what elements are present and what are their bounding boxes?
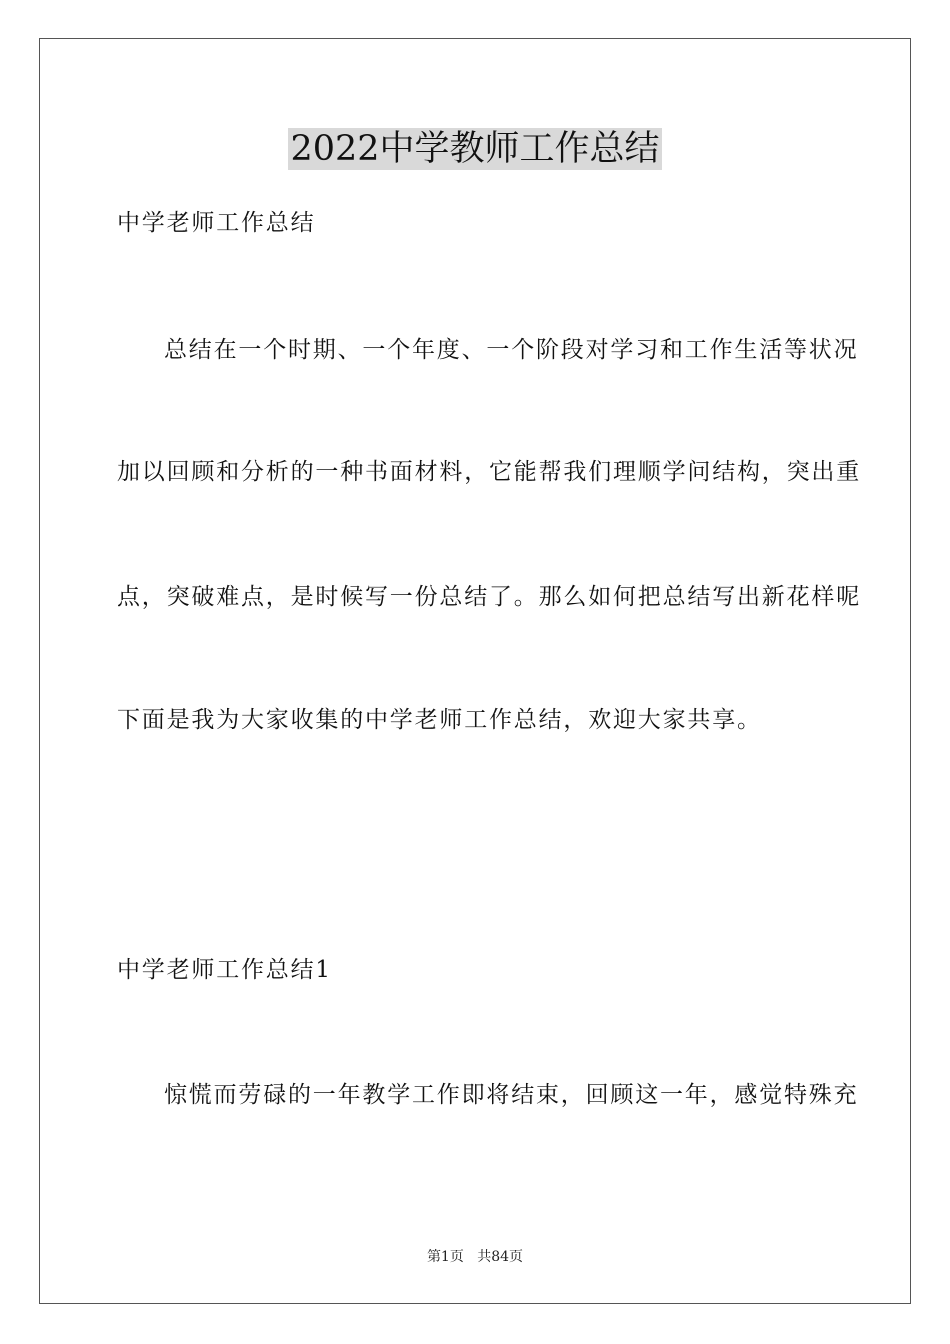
paragraph-line: 惊慌而劳碌的一年教学工作即将结束，回顾这一年，感觉特殊充 (164, 1082, 859, 1108)
document-subtitle: 中学老师工作总结 (117, 210, 316, 236)
page-number: 第1页 (426, 1249, 464, 1265)
paragraph-line: 下面是我为大家收集的中学老师工作总结，欢迎大家共享。 (117, 707, 762, 733)
paragraph-line: 加以回顾和分析的一种书面材料，它能帮我们理顺学问结构，突出重 (117, 459, 861, 485)
page-footer (0, 1248, 950, 1266)
section-heading: 中学老师工作总结1 (117, 957, 332, 983)
total-pages: 共84页 (477, 1249, 524, 1265)
document-title: 2022中学教师工作总结 (290, 129, 660, 169)
paragraph-line: 点，突破难点，是时候写一份总结了。那么如何把总结写出新花样呢 (117, 584, 861, 610)
paragraph-line: 总结在一个时期、一个年度、一个阶段对学习和工作生活等状况 (164, 337, 859, 363)
title-container (0, 128, 950, 170)
